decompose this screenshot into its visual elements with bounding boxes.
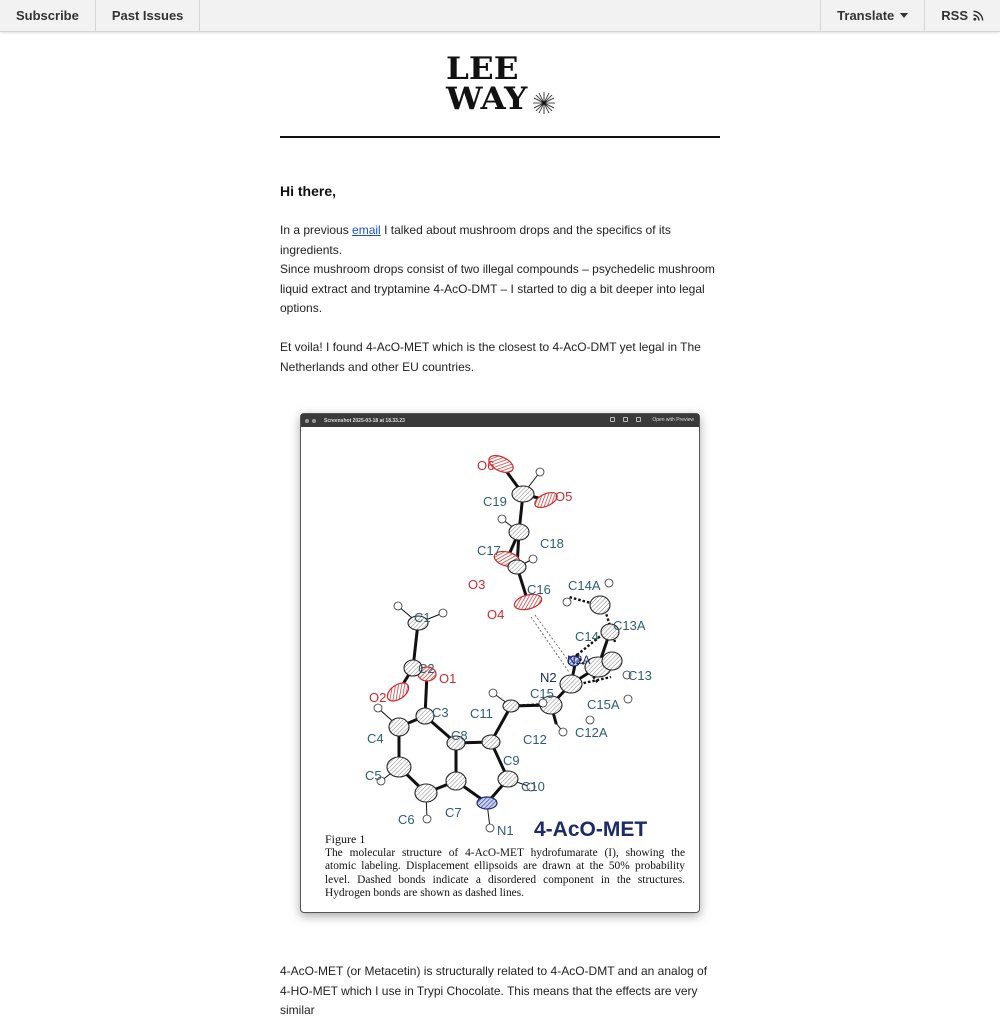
nav-right xyxy=(820,0,1000,31)
label-c14: C14 xyxy=(575,629,599,644)
screenshot-toolbar xyxy=(610,417,641,422)
label-o3: O3 xyxy=(468,577,486,592)
label-c9: C9 xyxy=(503,753,520,768)
label-c12: C12 xyxy=(523,732,547,747)
leeway-logo xyxy=(446,51,558,118)
logo-line-2: WAY xyxy=(446,81,528,117)
window-close-icon xyxy=(305,419,309,423)
label-c7: C7 xyxy=(445,805,462,820)
label-n1: N1 xyxy=(497,823,514,838)
open-with-preview: Open with Preview xyxy=(652,417,694,423)
label-o6: O6 xyxy=(477,458,495,473)
rss-icon xyxy=(973,10,984,21)
rss-label: RSS xyxy=(941,8,968,23)
greeting: Hi there, xyxy=(280,183,337,199)
label-n2a: N2A xyxy=(567,653,591,667)
compound-label: 4-AcO-MET xyxy=(534,818,648,841)
translate-label: Translate xyxy=(837,8,895,23)
translate-dropdown[interactable] xyxy=(820,0,924,31)
label-c3: C3 xyxy=(432,705,449,720)
info-icon xyxy=(610,417,615,422)
screenshot-title: Screenshot 2025-03-18 at 18.33.23 xyxy=(324,417,405,424)
label-c19: C19 xyxy=(483,494,507,509)
label-c8: C8 xyxy=(451,728,468,743)
label-c12a: C12A xyxy=(575,725,608,740)
figure-caption-text: The molecular structure of 4-AcO-MET hydrofumarate (I), showing the atomic labeling. Displacement ellipsoids are drawn at the 50% probability level. Dashed bonds indicate a disordered component in the structures. Hydrogen bonds are shown as dashed lines. xyxy=(325,846,685,900)
figure-caption xyxy=(325,833,685,901)
label-c18: C18 xyxy=(540,536,564,551)
label-c11: C11 xyxy=(470,706,493,721)
paragraph-1 xyxy=(280,221,720,260)
rotate-icon xyxy=(623,417,628,422)
paragraph-4: 4-AcO-MET (or Metacetin) is structurally related to 4-AcO-DMT and an analog of 4-HO-MET which I use in Trypi Chocolate. This means that the effects are very similar xyxy=(280,964,708,1017)
window-minimize-icon xyxy=(312,419,316,423)
label-c17: C17 xyxy=(477,543,501,558)
screenshot-title-bar xyxy=(301,414,699,427)
header-divider xyxy=(280,136,720,138)
share-icon xyxy=(636,417,641,422)
label-o2: O2 xyxy=(369,690,387,705)
label-c15a: C15A xyxy=(587,697,620,712)
paragraph-1-pre: In a previous xyxy=(280,223,353,237)
label-o1: O1 xyxy=(439,671,457,686)
label-c2: C2 xyxy=(418,661,435,676)
label-c15: C15 xyxy=(530,686,554,701)
figure-label: Figure 1 xyxy=(325,832,366,846)
top-nav-bar xyxy=(0,0,1000,32)
nav-left xyxy=(0,0,200,31)
starburst-icon xyxy=(533,92,555,114)
rss-link[interactable] xyxy=(924,0,1000,31)
label-c13: C13 xyxy=(628,668,652,683)
label-c4: C4 xyxy=(367,731,384,746)
label-c5: C5 xyxy=(365,768,382,783)
subscribe-link[interactable]: Subscribe xyxy=(0,0,96,31)
past-issues-link[interactable]: Past Issues xyxy=(96,0,201,31)
label-c6: C6 xyxy=(398,812,415,827)
logo-line-1: LEE xyxy=(446,51,519,87)
label-c16: C16 xyxy=(527,582,551,597)
label-n2: N2 xyxy=(540,670,557,685)
label-c1: C1 xyxy=(414,610,431,625)
molecule-screenshot xyxy=(300,413,700,913)
label-c10: C10 xyxy=(521,779,545,794)
label-o4: O4 xyxy=(487,607,505,622)
email-link[interactable]: email xyxy=(352,223,381,237)
caret-down-icon xyxy=(900,13,908,18)
paragraph-3: Et voila! I found 4-AcO-MET which is the closest to 4-AcO-DMT yet legal in The Netherlands and other EU countries. xyxy=(280,340,701,374)
paragraph-2: Since mushroom drops consist of two illegal compounds – psychedelic mushroom liquid extract and tryptamine 4-AcO-DMT – I started to dig a bit deeper into legal options. xyxy=(280,262,715,315)
label-o5: O5 xyxy=(555,489,573,504)
label-c13a: C13A xyxy=(613,618,646,633)
label-c14a: C14A xyxy=(568,578,601,593)
paragraph-1-post: I talked about mushroom drops and the specifics of its ingredients. xyxy=(280,223,671,257)
